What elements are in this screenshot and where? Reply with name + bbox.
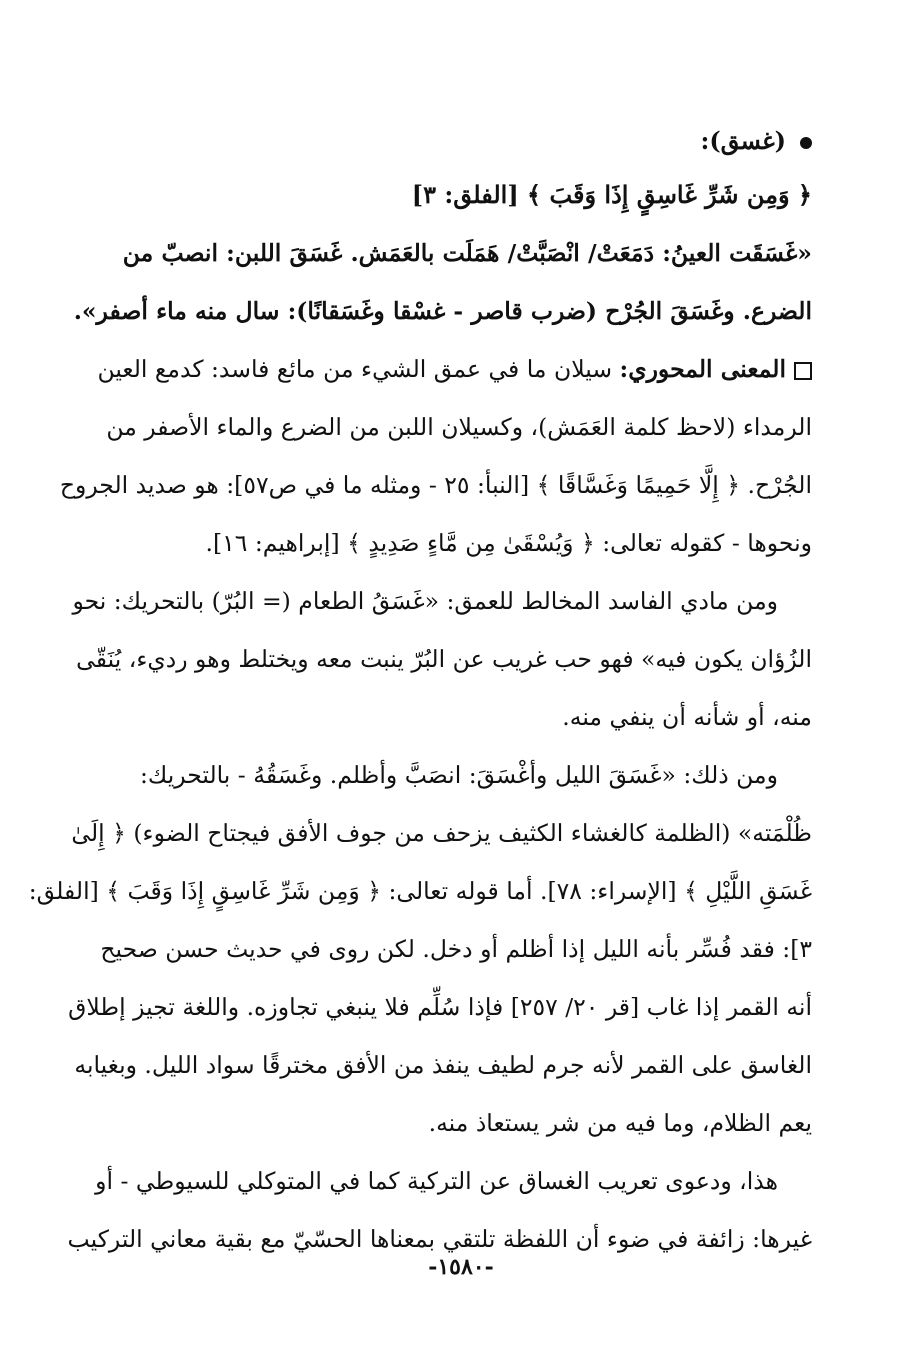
paragraph-arabization <box>67 1152 812 1268</box>
paragraph-material <box>72 572 812 746</box>
definition-line: الضرع. وغَسَقَ الجُرْح (ضرب قاصر - غسْقا وغَسَقانًا): سال منه ماء أصفر». <box>73 297 812 325</box>
page-body <box>28 118 812 1268</box>
definition-block <box>73 224 812 340</box>
paragraph-line: أنه القمر إذا غاب [قر ٢٠/ ٢٥٧] فإذا سُلِّم فلا ينبغي تجاوزه. واللغة تجيز إطلاق <box>68 993 812 1021</box>
core-meaning-line <box>96 340 812 398</box>
paragraph-line: ٣]: فقد فُسِّر بأنه الليل إذا أظلم أو دخل. لكن روى في حديث حسن صحيح <box>100 935 812 963</box>
core-meaning-line: الرمداء (لاحظ كلمة العَمَش)، وكسيلان اللبن من الضرع والماء الأصفر من <box>106 413 812 441</box>
paragraph-line: ومن مادي الفاسد المخالط للعمق: «غَسَقُ الطعام (= البُرّ) بالتحريك: نحو <box>72 587 778 615</box>
core-meaning-line: ونحوها - كقوله تعالى: ﴿ وَيُسْقَىٰ مِن مَّاءٍ صَدِيدٍ ﴾ [إبراهيم: ١٦]. <box>205 529 812 557</box>
paragraph-line: ظُلْمَته» (الظلمة كالغشاء الكثيف يزحف من جوف الأفق فيجتاح الضوء) ﴿ إِلَىٰ <box>71 819 812 847</box>
page-number: -١٥٨٠- <box>428 1254 494 1280</box>
paragraph-line: غَسَقِ اللَّيْلِ ﴾ [الإسراء: ٧٨]. أما قوله تعالى: ﴿ وَمِن شَرِّ غَاسِقٍ إِذَا وَقَبَ ﴾ [الفلق: <box>28 877 812 905</box>
paragraph-line: ومن ذلك: «غَسَقَ الليل وأغْسَقَ: انصَبَّ وأظلم. وغَسَقُهُ - بالتحريك: <box>139 761 778 789</box>
square-icon <box>794 362 812 380</box>
definition-line: «غَسَقَت العينُ: دَمَعَتْ/ انْصَبَّتْ/ هَمَلَت بالعَمَش. غَسَقَ اللبن: انصبّ من <box>122 239 812 267</box>
paragraph-line: غيرها: زائفة في ضوء أن اللفظة تلتقي بمعناها الحسّيّ مع بقية معاني التركيب <box>67 1225 812 1253</box>
core-meaning-line: الجُرْح. ﴿ إِلَّا حَمِيمًا وَغَسَّاقًا ﴾ [النبأ: ٢٥ - ومثله ما في ص٥٧]: هو صديد الجروح <box>59 471 812 499</box>
paragraph-line: هذا، ودعوى تعريب الغساق عن التركية كما في المتوكلي للسيوطي - أو <box>95 1167 778 1195</box>
entry-heading <box>96 118 812 164</box>
paragraph-line: الزُؤان يكون فيه» فهو حب غريب عن البُرّ ينبت معه ويختلط وهو رديء، يُنَقّى <box>76 645 812 673</box>
paragraph-line: منه، أو شأنه أن ينفي منه. <box>562 703 812 731</box>
entry-heading-text: (غسق): <box>700 126 786 155</box>
core-meaning-text: سيلان ما في عمق الشيء من مائع فاسد: كدمع العين <box>97 355 613 383</box>
paragraph-line: يعم الظلام، وما فيه من شر يستعاذ منه. <box>428 1109 812 1137</box>
quran-verse: ﴿ وَمِن شَرِّ غَاسِقٍ إِذَا وَقَبَ ﴾ [الفلق: ٣] <box>411 180 812 209</box>
core-meaning-lead: المعنى المحوري: <box>619 355 786 383</box>
core-meaning-block <box>59 340 812 572</box>
bullet-icon <box>800 137 812 149</box>
paragraph-night <box>28 746 812 1152</box>
paragraph-line: الغاسق على القمر لأنه جرم لطيف ينفذ من الأفق مخترقًا سواد الليل. وبغيابه <box>74 1051 812 1079</box>
